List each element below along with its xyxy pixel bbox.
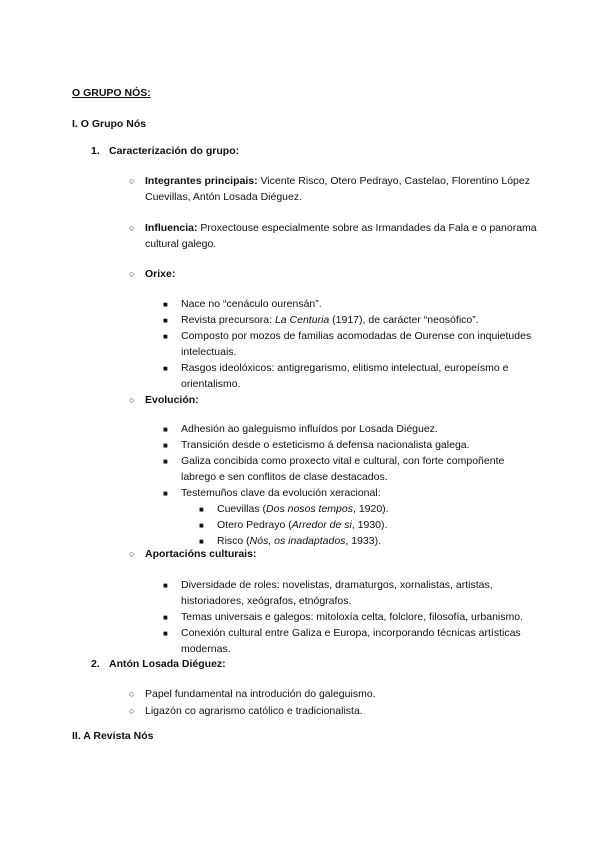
square-bullet: ■ <box>163 364 168 373</box>
integrantes-text: Vicente Risco, Otero Pedrayo, Castelao, Florentino López <box>257 175 530 187</box>
losada-item: Papel fundamental na introdución do galeguismo. <box>145 688 376 700</box>
orixe-item-cont: intelectuais. <box>181 346 237 358</box>
evolucion-item-cont: labrego e sen conflitos de clase destacados. <box>181 471 388 483</box>
circle-bullet: ○ <box>129 176 135 186</box>
aportacions-item: Conexión cultural entre Galiza e Europa, incorporando técnicas artísticas <box>181 627 521 639</box>
influencia-text: Proxectouse especialmente sobre as Irmandades da Fala e o panorama <box>197 222 537 234</box>
work-item <box>217 517 387 534</box>
circle-bullet: ○ <box>129 549 135 559</box>
square-bullet: ■ <box>199 521 204 530</box>
work-year: , 1930). <box>351 519 388 531</box>
work-title: Arredor de si <box>291 519 352 531</box>
square-bullet: ■ <box>163 629 168 638</box>
aportacions-item: Diversidade de roles: novelistas, dramaturgos, xornalistas, artistas, <box>181 579 493 591</box>
orixe-label: Orixe: <box>145 268 176 280</box>
losada-item: Ligazón co agrarismo católico e tradicionalista. <box>145 705 363 717</box>
orixe-item: Composto por mozos de familias acomodadas de Ourense con inquietudes <box>181 330 532 342</box>
evolucion-item: Adhesión ao galeguismo influídos por Losada Diéguez. <box>181 423 438 435</box>
item-number-1: 1. <box>91 145 100 157</box>
work-author: Risco ( <box>217 535 250 547</box>
integrantes-label: Integrantes principais: <box>145 175 258 187</box>
orixe-item: Rasgos ideolóxicos: antigregarismo, elitismo intelectual, europeísmo e <box>181 362 509 374</box>
square-bullet: ■ <box>163 581 168 590</box>
evolucion-item: Testemuños clave da evolución xeracional: <box>181 487 381 499</box>
revista-post: (1917), de carácter “neosófico”. <box>329 314 479 326</box>
item-heading-1: Caracterización do grupo: <box>109 145 240 157</box>
aportacions-item-cont: modernas. <box>181 643 231 655</box>
work-title: Dos nosos tempos <box>266 503 353 515</box>
square-bullet: ■ <box>199 537 204 546</box>
work-year: , 1933). <box>345 535 382 547</box>
work-author: Cuevillas ( <box>217 503 267 515</box>
aportacions-item: Temas universais e galegos: mitoloxía celta, folclore, filosofía, urbanismo. <box>181 611 523 623</box>
section-heading-1: I. O Grupo Nós <box>72 118 147 130</box>
work-item <box>217 501 389 518</box>
circle-bullet: ○ <box>129 689 135 699</box>
aportacions-label: Aportacións culturais: <box>145 548 257 560</box>
page-title: O GRUPO NÓS: <box>72 87 151 99</box>
square-bullet: ■ <box>163 489 168 498</box>
square-bullet: ■ <box>163 441 168 450</box>
influencia-line-2: cultural galego. <box>145 238 217 250</box>
evolucion-item: Galiza concibida como proxecto vital e cultural, con forte compoñente <box>181 455 505 467</box>
revista-title: La Centuria <box>274 314 330 326</box>
integrantes-line-1 <box>145 173 530 190</box>
orixe-item <box>181 312 479 329</box>
square-bullet: ■ <box>163 457 168 466</box>
evolucion-label: Evolución: <box>145 394 199 406</box>
circle-bullet: ○ <box>129 223 135 233</box>
influencia-label: Influencia: <box>145 222 198 234</box>
section-heading-2: II. A Revista Nós <box>72 730 154 742</box>
square-bullet: ■ <box>199 505 204 514</box>
integrantes-line-2: Cuevillas, Antón Losada Diéguez. <box>145 191 303 203</box>
revista-pre: Revista precursora: <box>181 314 275 326</box>
square-bullet: ■ <box>163 316 168 325</box>
aportacions-item-cont: historiadores, xeógrafos, etnógrafos. <box>181 595 352 607</box>
orixe-item: Nace no “cenáculo ourensán”. <box>181 298 322 310</box>
square-bullet: ■ <box>163 332 168 341</box>
square-bullet: ■ <box>163 425 168 434</box>
work-year: , 1920). <box>352 503 389 515</box>
circle-bullet: ○ <box>129 706 135 716</box>
influencia-line-1 <box>145 220 537 237</box>
work-title: Nós, os inadaptados <box>249 535 346 547</box>
square-bullet: ■ <box>163 613 168 622</box>
item-number-2: 2. <box>91 658 100 670</box>
circle-bullet: ○ <box>129 395 135 405</box>
item-heading-2: Antón Losada Diéguez: <box>109 658 226 670</box>
work-author: Otero Pedrayo ( <box>217 519 292 531</box>
square-bullet: ■ <box>163 300 168 309</box>
evolucion-item: Transición desde o esteticismo á defensa nacionalista galega. <box>181 439 470 451</box>
circle-bullet: ○ <box>129 269 135 279</box>
orixe-item-cont: orientalismo. <box>181 378 241 390</box>
